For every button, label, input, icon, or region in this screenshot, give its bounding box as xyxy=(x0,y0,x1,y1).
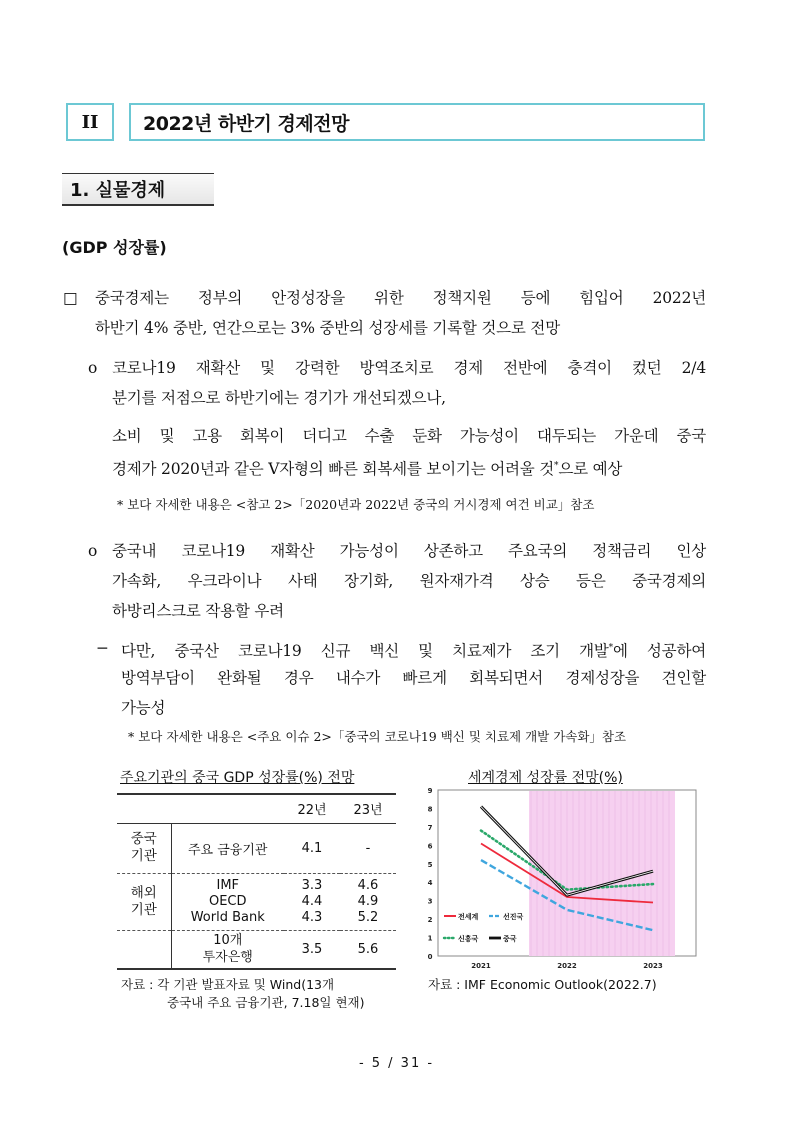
legend-label: 전세계 xyxy=(458,913,479,921)
topic-heading: (GDP 성장률) xyxy=(62,238,167,257)
point-line: 중국내 코로나19 재확산 가능성이 상존하고 주요국의 정책금리 인상 xyxy=(112,542,706,560)
group-label-foreign: 해외 기관 xyxy=(117,873,171,931)
sub-point-text: 에 성공하여 xyxy=(612,642,707,661)
col-header-22: 22년 xyxy=(297,803,327,819)
sub-point-line: 가능성 xyxy=(121,699,166,717)
institution-name: OECD xyxy=(208,893,247,909)
value-22: 3.3 xyxy=(301,877,323,893)
main-point-line: 하반기 4% 중반, 연간으로는 3% 중반의 성장세를 기록할 것으로 전망 xyxy=(95,319,560,337)
y-tick-label: 6 xyxy=(427,842,433,851)
institution-name: 주요 금융기관 xyxy=(188,842,268,858)
sub-point-text: 다만, 중국산 코로나19 신규 백신 및 치료제가 조기 개발 xyxy=(121,642,609,661)
x-tick-label: 2022 xyxy=(557,962,577,970)
section-number-box xyxy=(66,103,114,141)
main-point-line: 중국경제는 정부의 안정성장을 위한 정책지원 등에 힘입어 2022년 xyxy=(95,289,706,307)
y-tick-label: 8 xyxy=(427,805,433,814)
section-roman-numeral: II xyxy=(81,111,99,133)
y-tick-label: 2 xyxy=(427,916,433,925)
sub-point-line xyxy=(121,633,706,666)
point-line: 가속화, 우크라이나 사태 장기화, 원자재가격 상승 등은 중국경제의 xyxy=(112,572,706,590)
legend-label: 선진국 xyxy=(503,913,524,921)
y-tick-label: 5 xyxy=(427,860,433,869)
institution-name: 10개 투자은행 xyxy=(202,933,253,966)
y-tick-label: 1 xyxy=(427,934,433,943)
subsection-title: 1. 실물경제 xyxy=(70,180,166,201)
point-line xyxy=(112,451,706,484)
circle-bullet: o xyxy=(88,542,98,560)
square-bullet: □ xyxy=(63,289,78,307)
institution-name: World Bank xyxy=(190,910,265,926)
dash-bullet: − xyxy=(96,639,109,657)
point-line: 분기를 저점으로 하반기에는 경기가 개선되겠으나, xyxy=(112,389,446,407)
circle-bullet: o xyxy=(88,359,98,377)
section-title-box xyxy=(129,103,705,141)
value-23: 4.9 xyxy=(357,893,379,909)
value-23: 5.2 xyxy=(357,910,379,926)
table-row xyxy=(117,931,396,969)
reference-note: * 보다 자세한 내용은 <주요 이슈 2>「중국의 코로나19 백신 및 치료제 개발 가속화」참조 xyxy=(128,729,627,744)
forecast-shading xyxy=(529,791,675,956)
point-line-text: 으로 예상 xyxy=(558,460,623,479)
footnote-mark: * xyxy=(554,461,559,471)
x-tick-label: 2021 xyxy=(471,962,491,970)
value-22: 3.5 xyxy=(301,941,323,957)
value-23: 5.6 xyxy=(357,941,379,957)
growth-line-chart xyxy=(420,786,698,972)
reference-note: * 보다 자세한 내용은 <참고 2>「2020년과 2022년 중국의 거시경제 여건 비교」참조 xyxy=(117,497,595,512)
table-row xyxy=(117,823,396,873)
x-tick-label: 2023 xyxy=(643,962,663,970)
y-tick-label: 9 xyxy=(427,787,433,795)
y-tick-label: 0 xyxy=(427,953,433,961)
y-tick-label: 3 xyxy=(427,897,433,906)
legend-label: 중국 xyxy=(503,935,517,943)
point-line: 코로나19 재확산 및 강력한 방역조치로 경제 전반에 충격이 컸던 2/4 xyxy=(112,359,706,377)
table-header-row xyxy=(117,794,396,823)
table-source-line: 중국내 주요 금융기관, 7.18일 현재) xyxy=(167,995,365,1010)
table-row xyxy=(117,873,396,893)
section-title: 2022년 하반기 경제전망 xyxy=(143,112,349,135)
point-line: 하방리스크로 작용할 우려 xyxy=(112,602,284,620)
value-23: - xyxy=(365,840,371,856)
chart-source: 자료 : IMF Economic Outlook(2022.7) xyxy=(428,977,657,992)
forecast-table xyxy=(117,793,396,970)
y-tick-label: 4 xyxy=(427,879,433,888)
subsection-heading xyxy=(62,173,214,206)
value-22: 4.4 xyxy=(301,893,323,909)
point-line-text: 경제가 2020년과 같은 V자형의 빠른 회복세를 보이기는 어려울 것 xyxy=(112,460,555,479)
sub-point-line: 방역부담이 완화될 경우 내수가 빠르게 회복되면서 경제성장을 견인할 xyxy=(121,669,706,687)
institution-name: IMF xyxy=(216,877,240,893)
value-23: 4.6 xyxy=(357,877,379,893)
col-header-23: 23년 xyxy=(353,803,383,819)
legend-label: 신흥국 xyxy=(458,935,479,943)
chart-title: 세계경제 성장률 전망(%) xyxy=(468,770,623,786)
table-title: 주요기관의 중국 GDP 성장률(%) 전망 xyxy=(120,770,355,786)
y-tick-label: 7 xyxy=(427,823,433,832)
group-label-domestic: 중국 기관 xyxy=(117,823,171,873)
page-number: - 5 / 31 - xyxy=(358,1056,435,1071)
value-22: 4.1 xyxy=(301,840,323,856)
value-22: 4.3 xyxy=(301,910,323,926)
table-source-line: 자료 : 각 기관 발표자료 및 Wind(13개 xyxy=(121,977,335,992)
footnote-mark: * xyxy=(608,643,613,653)
point-line: 소비 및 고용 회복이 더디고 수출 둔화 가능성이 대두되는 가운데 중국 xyxy=(112,427,706,445)
